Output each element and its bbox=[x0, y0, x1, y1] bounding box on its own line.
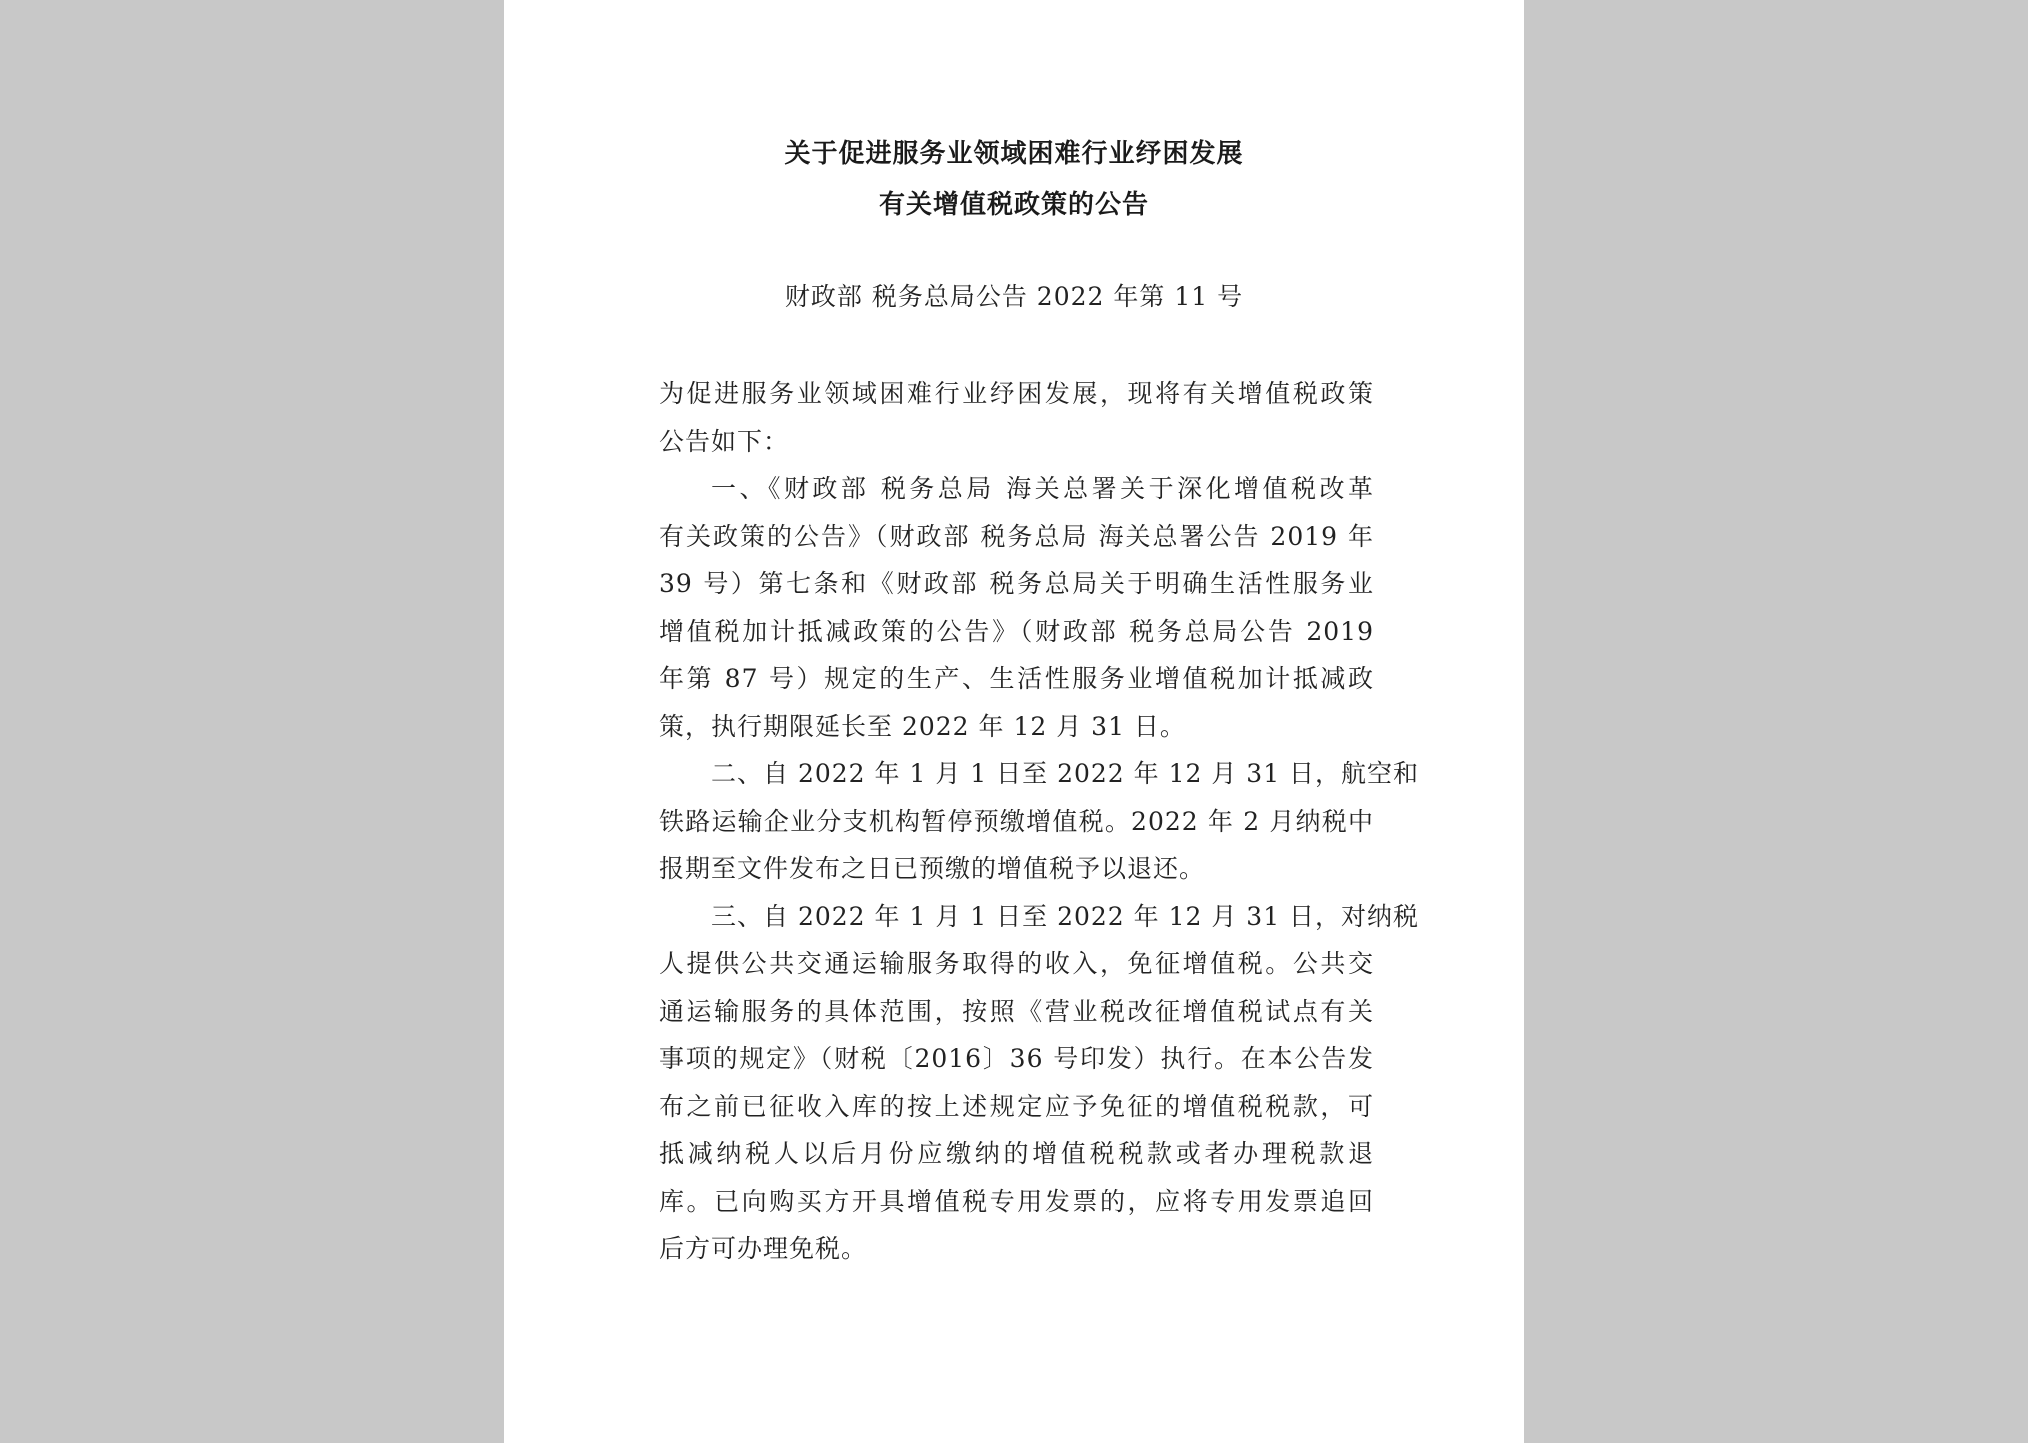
document-title-line2: 有关增值税政策的公告 bbox=[878, 190, 1149, 220]
body-text-line: 后方可办理免税。 bbox=[659, 1234, 868, 1263]
document-page bbox=[504, 0, 1524, 1443]
body-text-line: 公告如下： bbox=[659, 426, 790, 456]
body-text-line: 布之前已征收入库的按上述规定应予免征的增值税税款，可 bbox=[659, 1091, 1374, 1121]
body-text-line: 库。已向购买方开具增值税专用发票的，应将专用发票追回 bbox=[659, 1186, 1374, 1216]
body-text-line: 年第 87 号）规定的生产、生活性服务业增值税加计抵减政 bbox=[659, 664, 1374, 693]
body-text-line: 增值税加计抵减政策的公告》（财政部 税务总局公告 2019 bbox=[659, 616, 1374, 646]
body-text-line: 报期至文件发布之日已预缴的增值税予以退还。 bbox=[659, 854, 1206, 883]
body-text-line: 39 号）第七条和《财政部 税务总局关于明确生活性服务业 bbox=[659, 569, 1374, 598]
body-text-line: 通运输服务的具体范围，按照《营业税改征增值税试点有关 bbox=[659, 996, 1374, 1026]
body-text-line: 二、自 2022 年 1 月 1 日至 2022 年 12 月 31 日，航空和 bbox=[711, 759, 1420, 788]
body-text-line: 策，执行期限延长至 2022 年 12 月 31 日。 bbox=[659, 711, 1186, 741]
body-text-line: 一、《财政部 税务总局 海关总署关于深化增值税改革 bbox=[711, 474, 1374, 503]
body-text-line: 三、自 2022 年 1 月 1 日至 2022 年 12 月 31 日，对纳税 bbox=[711, 901, 1420, 931]
document-title-line1: 关于促进服务业领域困难行业纾困发展 bbox=[784, 139, 1244, 169]
document-number: 财政部 税务总局公告 2022 年第 11 号 bbox=[784, 282, 1244, 311]
body-text-line: 抵减纳税人以后月份应缴纳的增值税税款或者办理税款退 bbox=[659, 1139, 1374, 1168]
body-text-line: 有关政策的公告》（财政部 税务总局 海关总署公告 2019 年 bbox=[659, 521, 1374, 551]
body-text-line: 为促进服务业领域困难行业纾困发展，现将有关增值税政策 bbox=[659, 379, 1374, 408]
body-text-line: 铁路运输企业分支机构暂停预缴增值税。2022 年 2 月纳税中 bbox=[659, 806, 1374, 836]
body-text-line: 事项的规定》（财税〔2016〕36 号印发）执行。在本公告发 bbox=[659, 1044, 1374, 1073]
body-text-line: 人提供公共交通运输服务取得的收入，免征增值税。公共交 bbox=[659, 949, 1374, 978]
document-body bbox=[659, 370, 1420, 1273]
